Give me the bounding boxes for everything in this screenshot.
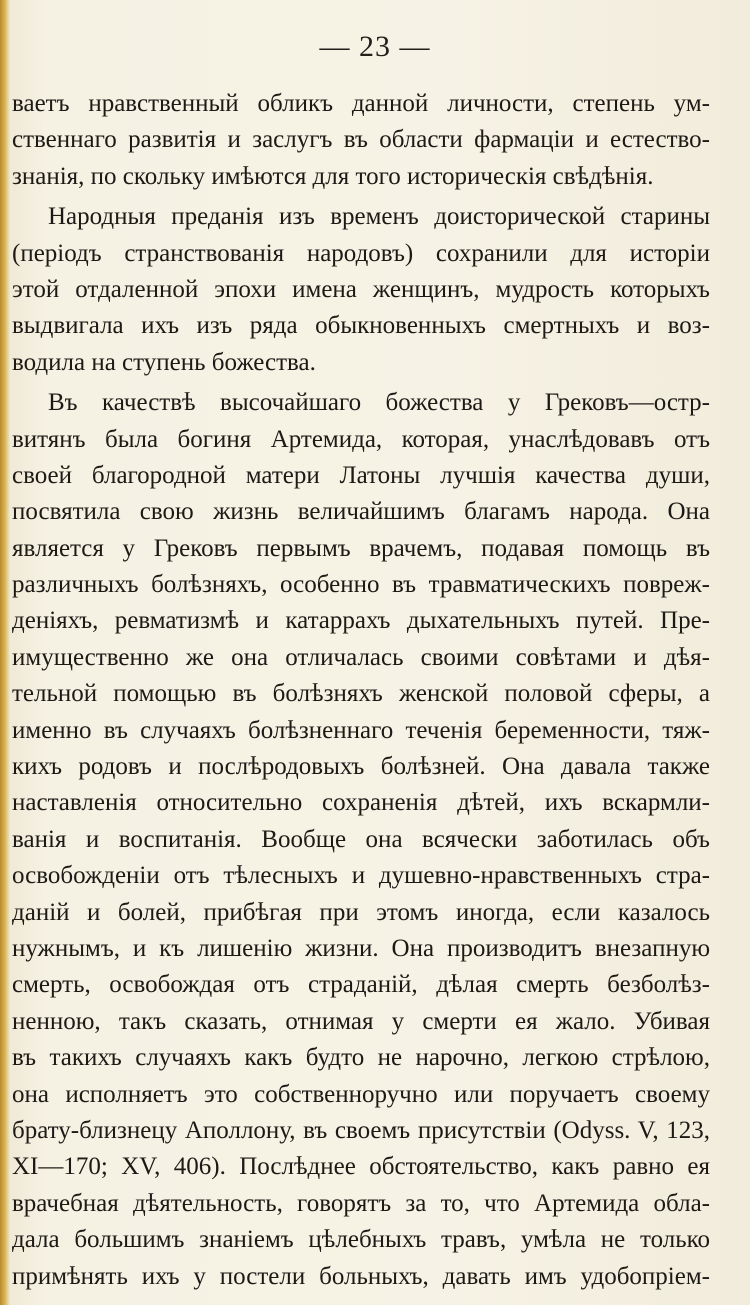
text-line: выдвигала ихъ изъ ряда обыкновенныхъ смертныхъ и воз- bbox=[12, 312, 710, 340]
text-line: Народныя преданія изъ временъ доисторической старины bbox=[48, 203, 710, 231]
text-line: брату-близнецу Аполлону, въ своемъ присутствіи (Odyss. V, 123, bbox=[12, 1116, 710, 1144]
text-line: врачебная дѣятельность, говорятъ за то, что Артемида обла- bbox=[12, 1189, 710, 1217]
text-line: (періодъ странствованія народовъ) сохранили для исторіи bbox=[12, 239, 710, 267]
text-line: XI—170; XV, 406). Послѣднее обстоятельство, какъ равно ея bbox=[12, 1153, 710, 1181]
text-line: водила на ступень божества. bbox=[12, 348, 316, 376]
text-line: ваетъ нравственный обликъ данной личности, степень ум- bbox=[12, 90, 710, 117]
text-line: освобожденіи отъ тѣлесныхъ и душевно-нравственныхъ стра- bbox=[12, 862, 710, 890]
text-line: кихъ родовъ и послѣродовыхъ болѣзней. Она давала также bbox=[12, 753, 710, 781]
text-line: деніяхъ, ревматизмѣ и катаррахъ дыхательныхъ путей. Пре- bbox=[12, 607, 710, 635]
text-line: въ такихъ случаяхъ какъ будто не нарочно, легкою стрѣлою, bbox=[12, 1044, 710, 1072]
text-line: ванія и воспитанія. Вообще она всячески заботилась объ bbox=[12, 825, 710, 853]
page-binding-edge bbox=[0, 0, 10, 1305]
text-line: примѣнять ихъ у постели больныхъ, давать имъ удобопріем- bbox=[12, 1262, 710, 1290]
text-line: нужнымъ, и къ лишенію жизни. Она производитъ внезапную bbox=[12, 934, 710, 962]
text-line: наставленія относительно сохраненія дѣтей, ихъ вскармли- bbox=[12, 789, 710, 817]
text-body bbox=[12, 86, 710, 1295]
text-line: является у Грековъ первымъ врачемъ, подавая помощь въ bbox=[12, 534, 710, 562]
text-line: Въ качествѣ высочайшаго божества у Грековъ—остр- bbox=[48, 389, 710, 417]
text-line: своей благородной матери Латоны лучшія качества души, bbox=[12, 461, 710, 489]
text-line: знанія, по скольку имѣются для того историческія свѣдѣнія. bbox=[12, 162, 654, 190]
text-line: она исполняетъ это собственноручно или поручаетъ своему bbox=[12, 1080, 710, 1108]
text-line: ненною, такъ сказать, отнимая у смерти ея жало. Убивая bbox=[12, 1007, 710, 1035]
text-line: этой отдаленной эпохи имена женщинъ, мудрость которыхъ bbox=[12, 275, 710, 303]
text-line: ственнаго развитія и заслугъ въ области фармаціи и естество- bbox=[12, 126, 710, 154]
text-line: различныхъ болѣзняхъ, особенно въ травматическихъ повреж- bbox=[12, 571, 710, 599]
text-line: дала большимъ знаніемъ цѣлебныхъ травъ, умѣла не только bbox=[12, 1226, 710, 1254]
text-line: именно въ случаяхъ болѣзненнаго теченія беременности, тяж- bbox=[12, 716, 710, 744]
page-number: — 23 — bbox=[319, 30, 431, 63]
text-line: витянъ была богиня Артемида, которая, унаслѣдовавъ отъ bbox=[12, 425, 710, 453]
text-line: тельной помощью въ болѣзняхъ женской половой сферы, а bbox=[12, 680, 710, 708]
text-line: посвятила свою жизнь величайшимъ благамъ народа. Она bbox=[12, 498, 710, 526]
text-line: смерть, освобождая отъ страданій, дѣлая смерть безболѣз- bbox=[12, 971, 710, 999]
text-line: даній и болей, прибѣгая при этомъ иногда, если казалось bbox=[12, 898, 710, 926]
text-line: имущественно же она отличалась своими совѣтами и дѣя- bbox=[12, 643, 710, 671]
